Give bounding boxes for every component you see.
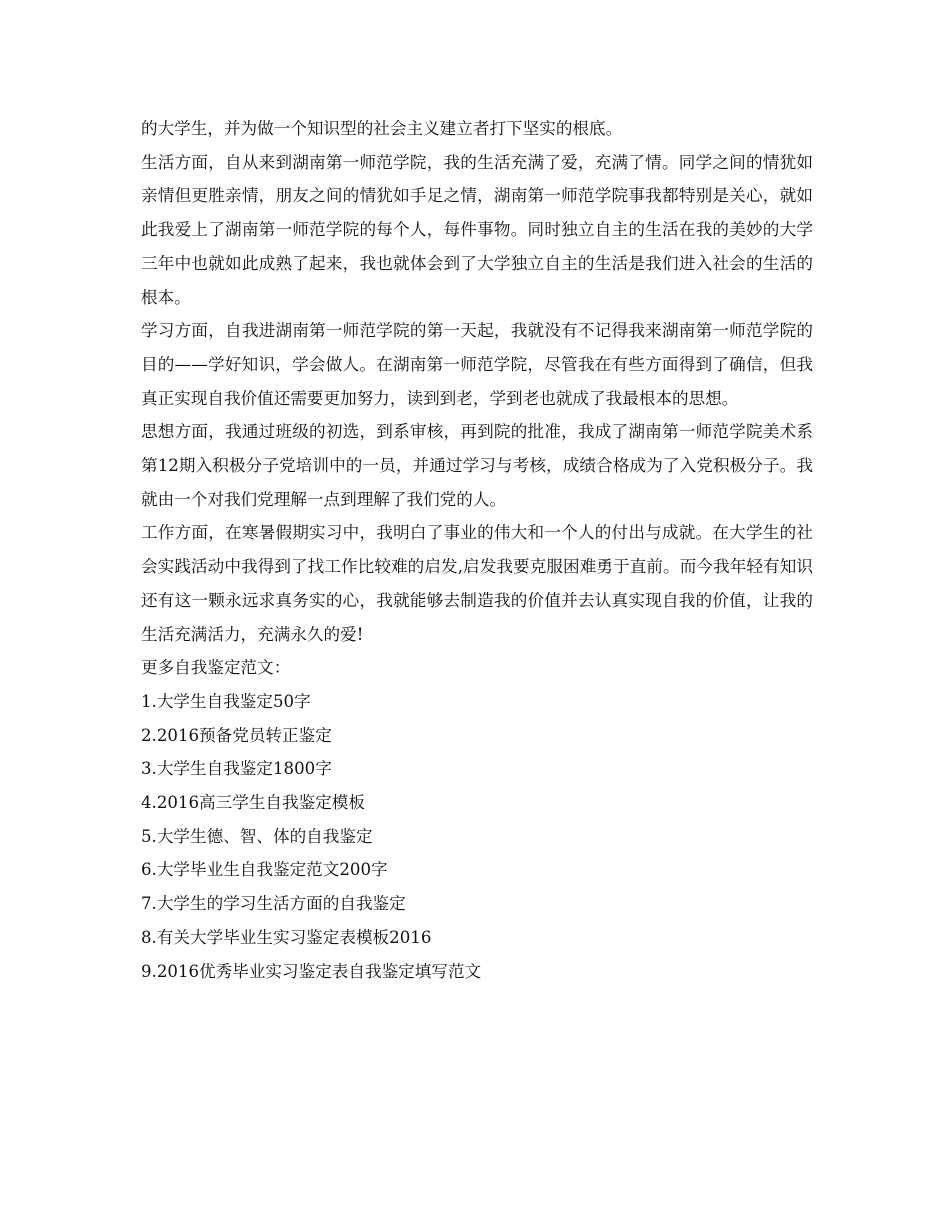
list-item[interactable]: 3.大学生自我鉴定1800字 (141, 759, 332, 779)
list-item[interactable]: 5.大学生德、智、体的自我鉴定 (141, 826, 373, 846)
list-item[interactable]: 1.大学生自我鉴定50字 (141, 691, 311, 711)
list-item[interactable]: 7.大学生的学习生活方面的自我鉴定 (141, 894, 406, 914)
list-item[interactable]: 6.大学毕业生自我鉴定范文200字 (141, 860, 388, 880)
paragraph-study: 学习方面，自我进湖南第一师范学院的第一天起，我就没有不记得我来湖南第一师范学院的目的——学好知识，学会做人。在湖南第一师范学院，尽管我在有些方面得到了确信，但我真正实现自我价值还需要更加努力，读到到老，学到老也就成了我最根本的思想。 (141, 321, 813, 408)
document-body (141, 112, 813, 988)
list-item[interactable]: 9.2016优秀毕业实习鉴定表自我鉴定填写范文 (141, 961, 482, 981)
more-examples-heading: 更多自我鉴定范文： (141, 658, 291, 678)
paragraph-thought: 思想方面，我通过班级的初选，到系审核，再到院的批准，我成了湖南第一师范学院美术系第12期入积极分子党培训中的一员，并通过学习与考核，成绩合格成为了入党积极分子。我就由一个对我们党理解一点到理解了我们党的人。 (141, 422, 813, 509)
paragraph-intro-continuation: 的大学生，并为做一个知识型的社会主义建立者打下坚实的根底。 (141, 119, 623, 138)
list-item[interactable]: 8.有关大学毕业生实习鉴定表模板2016 (141, 927, 432, 947)
list-item[interactable]: 4.2016高三学生自我鉴定模板 (141, 793, 365, 813)
more-examples-list (141, 685, 813, 988)
list-item[interactable]: 2.2016预备党员转正鉴定 (141, 725, 332, 745)
paragraph-work: 工作方面，在寒暑假期实习中，我明白了事业的伟大和一个人的付出与成就。在大学生的社会实践活动中我得到了找工作比较难的启发,启发我要克服困难勇于直前。而今我年轻有知识还有这一颗永远求真务实的心，我就能够去制造我的价值并去认真实现自我的价值，让我的生活充满活力，充满永久的爱! (141, 523, 813, 644)
paragraph-life: 生活方面，自从来到湖南第一师范学院，我的生活充满了爱，充满了情。同学之间的情犹如亲情但更胜亲情，朋友之间的情犹如手足之情，湖南第一师范学院事我都特别是关心，就如此我爱上了湖南第一师范学院的每个人，每件事物。同时独立自主的生活在我的美妙的大学三年中也就如此成熟了起来，我也就体会到了大学独立自主的生活是我们进入社会的生活的根本。 (141, 152, 813, 307)
